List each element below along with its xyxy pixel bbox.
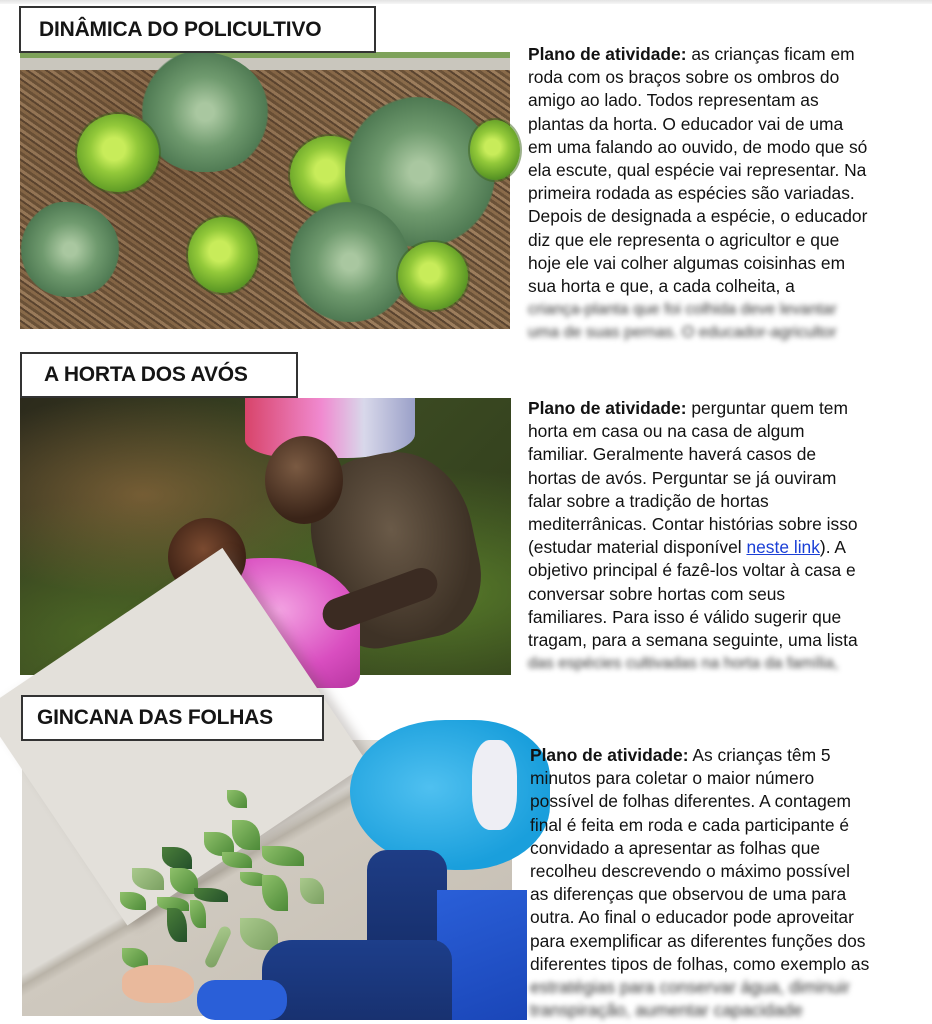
section-title-text: DINÂMICA DO POLICULTIVO [39, 17, 322, 41]
curb [20, 52, 510, 70]
section-title-horta-avos [20, 352, 298, 398]
adult-head [265, 436, 343, 524]
hat-band [472, 740, 517, 830]
child-blue-hat [350, 720, 550, 870]
section-title-policultivo [19, 6, 376, 53]
child-sleeve [197, 980, 287, 1020]
material-link[interactable]: neste link [746, 537, 820, 558]
plan-label: Plano de atividade: [528, 398, 687, 418]
leaf [300, 878, 324, 904]
lettuce-plant [470, 120, 520, 180]
section-title-gincana-folhas [21, 695, 324, 741]
leaf [240, 918, 278, 950]
rosemary-sprig [203, 925, 232, 970]
activity-plan-horta-avos: Plano de atividade: perguntar quem tem horta em casa ou na casa de algum familiar. Geralmente haverá casos de hortas de avós. Perguntar se já ouviram falar sobre a tradição de hortas mediterrânicas. Contar histórias sobre isso (estudar material disponível neste link). A objetivo principal é fazê-los voltar à casa e conversar sobre hortas com seus familiares. Para isso é válido sugerir que tragam, para a semana seguinte, uma lista das espécies cultivadas na horta da família, [528, 397, 901, 675]
top-edge [0, 0, 932, 4]
blurred-text: uma de suas pernas. O educador-agricultor [528, 324, 837, 342]
activity-plan-gincana-folhas: Plano de atividade: As crianças têm 5 minutos para coletar o maior número possível de folhas diferentes. A contagem final é feita em roda e cada participante é convidado a apresentar as folhas que recolheu descrevendo o máximo possível as diferenças que observou de uma para outra. Ao final o educador pode aproveitar para exemplificar as diferentes funções dos diferentes tipos de folhas, como exemplo as estratégias para conservar água, diminuir transpiração, aumentar capacidade [530, 744, 903, 1022]
plan-label: Plano de atividade: [530, 745, 689, 765]
blurred-text: transpiração, aumentar capacidade [530, 1000, 803, 1021]
activity-plan-policultivo: Plano de atividade: as crianças ficam em roda com os braços sobre os ombros do amigo ao lado. Todos representam as plantas da horta. O educador vai de uma em uma falando ao ouvido, de modo que só ela escute, qual espécie vai representar. Na primeira rodada as espécies são variadas. Depois de designada a espécie, o educador diz que ele representa o agricultor e que hoje ele vai colher algumas coisinhas em sua horta e que, a cada colheita, a criança-planta que foi colhida deve levantar uma de suas pernas. O educador-agricultor [528, 43, 900, 331]
leaf [222, 852, 252, 868]
section-title-text: GINCANA DAS FOLHAS [37, 706, 273, 729]
leaf [190, 900, 206, 928]
photo-garden-bed [20, 52, 510, 329]
kale-plant [140, 52, 270, 172]
leaf [167, 908, 187, 942]
kale-plant [20, 202, 120, 297]
plan-label: Plano de atividade: [528, 44, 687, 64]
kale-plant [290, 202, 410, 322]
blurred-text: das espécies cultivadas na horta da família, [528, 655, 839, 673]
section-title-text: A HORTA DOS AVÓS [44, 363, 248, 386]
lettuce-plant [188, 217, 258, 293]
blurred-text: criança-planta que foi colhida deve levantar [528, 301, 837, 319]
child-hand [122, 965, 194, 1003]
lettuce-plant [398, 242, 468, 310]
photo-leaves-on-stone [22, 740, 512, 1016]
leaf [262, 846, 304, 866]
lettuce-plant [77, 114, 159, 192]
leaf [262, 875, 288, 911]
child-jeans [262, 940, 452, 1020]
blurred-text: estratégias para conservar água, diminuir [530, 977, 850, 998]
